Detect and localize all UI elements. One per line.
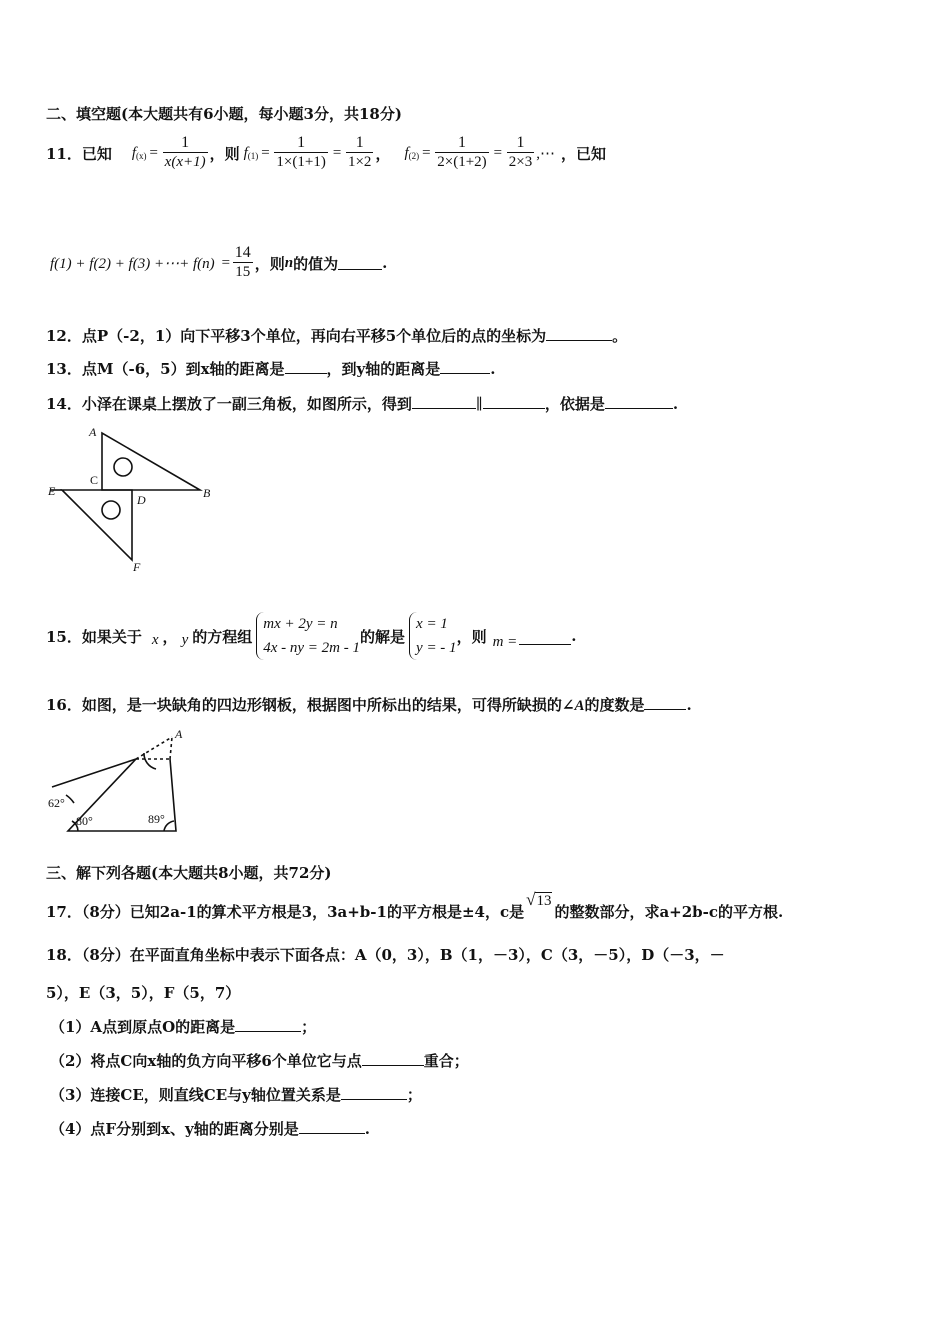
label-62: 62° <box>48 796 65 810</box>
q11-suffix: ，已知 <box>561 144 607 163</box>
q13-part-2: ，到y轴的距离是 <box>326 360 441 378</box>
label-f: F <box>133 560 141 574</box>
q14-blank-3[interactable] <box>605 396 673 409</box>
question-18-line-2: 5），E（3，5），F（5，7） <box>46 984 241 1002</box>
section-3-title: 三、解下列各题(本大题共8小题，共72分) <box>46 864 332 882</box>
question-14 <box>46 393 678 414</box>
label-80: 80° <box>76 814 93 828</box>
q15-answer-blank[interactable] <box>519 632 571 645</box>
q15-equation-system <box>256 612 360 660</box>
q11-frac-f1b: $\frac{1}{1\times 2}$ <box>347 134 372 170</box>
q18-sub1-blank[interactable] <box>235 1019 301 1032</box>
q18-sub3-blank[interactable] <box>341 1087 407 1100</box>
q17-part-1: 17．（8分）已知2a-1的算术平方根是3，3a+b-1的平方根是±4，c是 <box>46 903 525 921</box>
q11-eq-3: = <box>331 144 342 161</box>
label-c: C <box>90 473 99 487</box>
q11-then: ，则 <box>209 144 240 163</box>
q13-blank-1[interactable] <box>285 361 327 374</box>
q11-fx: $f_{(x)}$ <box>131 144 147 161</box>
question-18-sub-2 <box>50 1050 469 1071</box>
question-18-sub-4 <box>50 1118 370 1139</box>
arc-62 <box>66 795 74 803</box>
q11-frac-f2a: $\frac{1}{2\times(1+2)}$ <box>437 134 487 170</box>
label-e: E <box>48 484 56 498</box>
q11-prefix: 11．已知 <box>46 144 112 163</box>
question-17 <box>46 888 783 922</box>
q13-blank-2[interactable] <box>440 361 490 374</box>
missing-edge-2 <box>170 737 172 759</box>
figure-16-steel-plate <box>44 725 194 837</box>
q11-then2: ，则 <box>254 254 285 273</box>
q15-var-x: x <box>151 631 159 648</box>
q15-sol1: x = 1 <box>416 616 448 632</box>
lower-triangle <box>62 490 132 560</box>
q18-sub4-blank[interactable] <box>299 1121 365 1134</box>
q11-value-text: 的值为 <box>293 254 339 273</box>
q17-sqrt-13: √ 13 <box>526 890 552 909</box>
q18-sub4-end: . <box>364 1120 370 1138</box>
question-15 <box>46 608 577 664</box>
q11-f2: $f_{(2)}$ <box>404 144 420 161</box>
q15-solution-system <box>409 612 457 660</box>
q11-eq-4: = <box>421 144 432 161</box>
q14-blank-2[interactable] <box>483 396 545 409</box>
q15-eq2: 4x - ny = 2m - 1 <box>263 640 361 656</box>
q11-eq-1: = <box>148 144 159 161</box>
q15-prefix: 15．如果关于 <box>46 627 142 646</box>
q15-var-y: y <box>181 631 189 648</box>
question-18-line-1: 18．（8分）在平面直角坐标中表示下面各点：A（0，3），B（1，－3），C（3，－5），D（－3，－ <box>46 946 725 964</box>
label-89: 89° <box>148 812 165 826</box>
q11-eq-5: = <box>492 144 503 161</box>
q11-eq-6: = <box>220 254 231 271</box>
q15-end: . <box>571 627 577 645</box>
q18-sub3-text: （3）连接CE，则直线CE与y轴位置关系是 <box>50 1086 341 1104</box>
q11-answer-blank[interactable] <box>338 257 382 270</box>
q11-frac-fx: $\frac{1}{x(x+1)}$ <box>164 134 206 170</box>
q18-sub1-text: （1）A点到原点O的距离是 <box>50 1018 236 1036</box>
q15-eq1: mx + 2y = n <box>263 616 338 632</box>
q11-frac-f2b: $\frac{1}{2\times 3}$ <box>508 134 533 170</box>
question-18-sub-1 <box>50 1016 316 1037</box>
question-13 <box>46 358 495 379</box>
q15-then: ，则 <box>456 627 487 646</box>
q18-sub2-end: 重合； <box>423 1052 469 1070</box>
q14-parallel-symbol: ∥ <box>475 395 483 413</box>
section-2-title: 二、填空题(本大题共有6小题，每小题3分，共18分) <box>46 105 402 123</box>
q15-sol2: y = - 1 <box>416 640 457 656</box>
q14-end: . <box>672 395 679 413</box>
q11-f1: $f_{(1)}$ <box>243 144 259 161</box>
q15-mid: 的方程组 <box>192 627 253 646</box>
q11-eq-2: = <box>260 144 271 161</box>
q14-blank-1[interactable] <box>412 396 476 409</box>
q12-text: 12．点P（-2，1）向下平移3个单位，再向右平移5个单位后的点的坐标为 <box>46 327 547 345</box>
q11-dots: ,⋯ <box>536 145 556 162</box>
question-18-sub-3 <box>50 1084 422 1105</box>
label-b: B <box>203 486 211 500</box>
q17-part-2: 的整数部分，求a+2b-c的平方根. <box>554 903 784 921</box>
q16-text: 16．如图，是一块缺角的四边形钢板，根据图中所标出的结果，可得所缺损的∠ <box>46 696 575 714</box>
q12-end: 。 <box>612 327 628 345</box>
q18-sub1-end: ； <box>301 1018 317 1036</box>
q15-sol-text: 的解是 <box>360 627 406 646</box>
q11-comma: ， <box>375 144 391 163</box>
q11-n: n <box>284 254 294 271</box>
question-12 <box>46 325 627 346</box>
label-d: D <box>137 493 146 507</box>
question-11-line-2 <box>50 238 387 288</box>
label-a: A <box>175 727 183 741</box>
question-16 <box>46 694 692 715</box>
q18-sub2-text: （2）将点C向x轴的负方向平移6个单位它与点 <box>50 1052 362 1070</box>
question-11-line-1 <box>46 128 606 178</box>
q13-end: . <box>490 360 496 378</box>
q14-part-2: ，依据是 <box>544 395 605 413</box>
q14-part-1: 14．小泽在课桌上摆放了一副三角板，如图所示，得到 <box>46 395 412 413</box>
q16-answer-blank[interactable] <box>644 697 686 710</box>
q11-frac-f1a: $\frac{1}{1\times(1+1)}$ <box>276 134 326 170</box>
figure-14-triangle-set <box>40 420 230 580</box>
lower-triangle-hole <box>102 501 120 519</box>
q16-text-2: 的度数是 <box>584 696 645 714</box>
arc-89 <box>164 821 174 831</box>
q11-end: . <box>382 254 388 272</box>
q13-part-1: 13．点M（-6，5）到x轴的距离是 <box>46 360 285 378</box>
q15-m: m = <box>492 633 518 650</box>
label-a: A <box>89 425 97 439</box>
q16-angle-a: A <box>574 698 585 714</box>
q18-sub4-text: （4）点F分别到x、y轴的距离分别是 <box>50 1120 299 1138</box>
q12-answer-blank[interactable] <box>546 328 612 341</box>
arc-a <box>144 753 156 769</box>
missing-corner <box>136 737 172 759</box>
q18-sub3-end: ； <box>406 1086 422 1104</box>
q15-sep: ， <box>162 627 178 646</box>
q11-sum-expr: f(1) + f(2) + f(3) +⋯+ f(n) <box>50 255 215 272</box>
q16-end: . <box>686 696 692 714</box>
q11-frac-sum: $\frac{14}{15}$ <box>234 244 251 280</box>
q18-sub2-blank[interactable] <box>362 1053 424 1066</box>
upper-triangle-hole <box>114 458 132 476</box>
